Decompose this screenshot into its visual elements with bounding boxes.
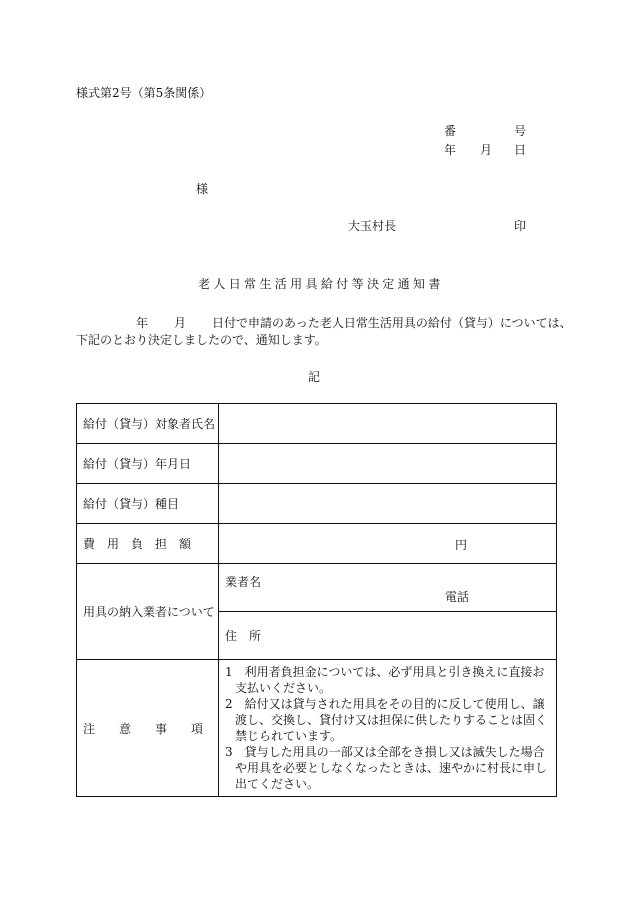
supplier-name-label: 業者名 [225,575,262,589]
label-notes: 注 意 事 項 [77,660,219,797]
value-supplier-name [219,564,557,612]
number-go: 号 [514,124,527,138]
body-month: 月 [174,316,187,330]
label-recipient-name: 給付（貸与）対象者氏名 [77,404,219,444]
supplier-address-label: 住 所 [225,629,262,643]
body-line2: 下記のとおり決定しましたので、通知します。 [76,333,327,347]
table-row [77,660,557,797]
addressee-sama: 様 [196,182,209,196]
cost-unit: 円 [455,538,468,552]
note-item: 3 貸与した用具の一部又は全部をき損し又は滅失した場合や用具を必要としなくなったときは、速やかに村長に申し出てください。 [225,745,548,791]
table-row [77,444,557,484]
value-benefit-type [219,484,557,524]
label-supplier: 用具の納入業者について [77,564,219,660]
label-benefit-type: 給付（貸与）種目 [77,484,219,524]
supplier-phone-label: 電話 [445,590,470,604]
sender-name: 大玉村長 [348,219,397,233]
label-cost-burden: 費 用 負 担 額 [77,524,219,564]
body-year: 年 [136,316,149,330]
notes-list [219,660,557,797]
date-month: 月 [480,143,493,157]
decision-table [76,403,557,797]
table-row [77,524,557,564]
label-benefit-date: 給付（貸与）年月日 [77,444,219,484]
table-row [77,404,557,444]
number-ban: 番 [444,124,457,138]
body-line1: 日付で申請のあった老人日常生活用具の給付（貸与）については、 [212,316,572,330]
note-item: 1 利用者負担金については、必ず用具と引き換えに直接お支払いください。 [225,665,545,695]
table-row [77,484,557,524]
table-row [77,564,557,612]
ki-heading: 記 [308,370,321,384]
date-day: 日 [514,143,527,157]
sender-seal: 印 [514,219,527,233]
value-benefit-date [219,444,557,484]
note-item: 2 給付又は貸与された用具をその目的に反して使用し、譲渡し、交換し、貸付け又は担保に供したりすることは固く禁じられています。 [225,697,548,743]
value-recipient-name [219,404,557,444]
document-title: 老人日常生活用具給付等決定通知書 [198,277,444,291]
date-year: 年 [444,143,457,157]
value-cost-burden [219,524,557,564]
form-id: 様式第2号（第5条関係） [76,86,212,100]
value-supplier-address [219,612,557,660]
